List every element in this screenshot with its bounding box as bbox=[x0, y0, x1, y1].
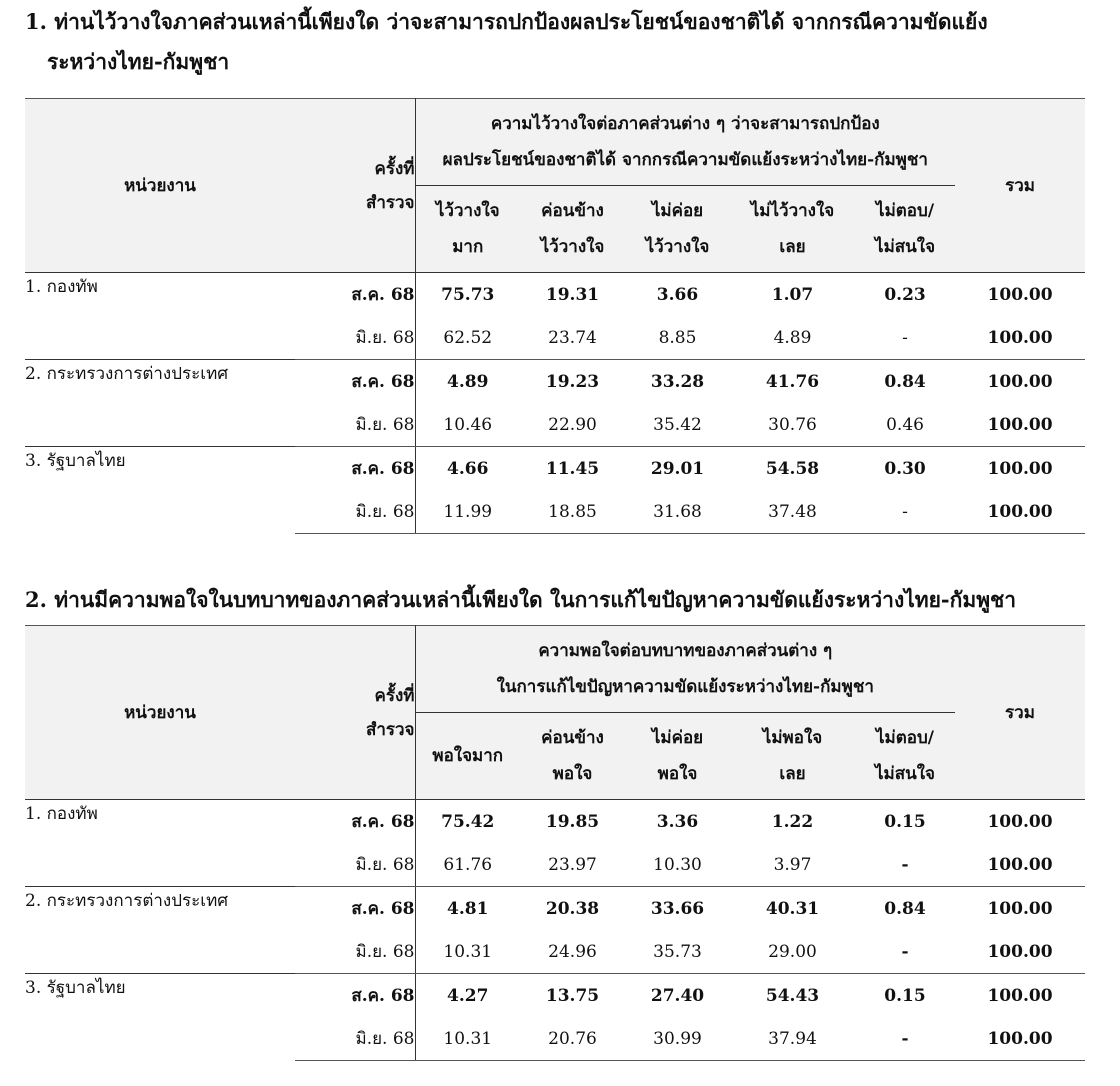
header-total: รวม bbox=[955, 99, 1085, 273]
table-row bbox=[25, 447, 1085, 491]
value-cell: 11.99 bbox=[415, 490, 520, 534]
header-col-3-line1: ไม่ค่อย bbox=[651, 201, 704, 221]
value-cell: 18.85 bbox=[520, 490, 625, 534]
agency-name: 3. รัฐบาลไทย bbox=[25, 974, 295, 1061]
header-col-5-line2: ไม่สนใจ bbox=[874, 764, 935, 784]
value-cell: 27.40 bbox=[625, 974, 730, 1018]
value-cell: 0.15 bbox=[855, 974, 955, 1018]
survey-round: ส.ค. 68 bbox=[295, 800, 415, 844]
total-cell: 100.00 bbox=[955, 273, 1085, 317]
value-cell: - bbox=[855, 930, 955, 974]
value-cell: 3.36 bbox=[625, 800, 730, 844]
survey-round: มิ.ย. 68 bbox=[295, 930, 415, 974]
total-cell: 100.00 bbox=[955, 316, 1085, 360]
total-cell: 100.00 bbox=[955, 360, 1085, 404]
question-2-title-line1: 2. ท่านมีความพอใจในบทบาทของภาคส่วนเหล่านี้เพียงใด ในการแก้ไขปัญหาความขัดแย้งระหว่างไทย-กัมพูชา bbox=[25, 587, 1017, 612]
value-cell: 23.97 bbox=[520, 843, 625, 887]
value-cell: 13.75 bbox=[520, 974, 625, 1018]
total-cell: 100.00 bbox=[955, 403, 1085, 447]
value-cell: - bbox=[855, 1017, 955, 1061]
value-cell: 29.01 bbox=[625, 447, 730, 491]
value-cell: 33.28 bbox=[625, 360, 730, 404]
value-cell: 30.99 bbox=[625, 1017, 730, 1061]
total-cell: 100.00 bbox=[955, 800, 1085, 844]
header-agency: หน่วยงาน bbox=[25, 626, 295, 800]
value-cell: 31.68 bbox=[625, 490, 730, 534]
value-cell: 11.45 bbox=[520, 447, 625, 491]
table-row bbox=[25, 360, 1085, 404]
value-cell: 24.96 bbox=[520, 930, 625, 974]
header-col-4-line1: ไม่ไว้วางใจ bbox=[750, 201, 835, 221]
value-cell: 8.85 bbox=[625, 316, 730, 360]
value-cell: 10.31 bbox=[415, 1017, 520, 1061]
question-1-title-line2: ระหว่างไทย-กัมพูชา bbox=[47, 49, 230, 74]
trust-table bbox=[25, 98, 1085, 534]
value-cell: 75.73 bbox=[415, 273, 520, 317]
value-cell: 3.97 bbox=[730, 843, 855, 887]
value-cell: - bbox=[855, 843, 955, 887]
value-cell: - bbox=[855, 490, 955, 534]
value-cell: 19.85 bbox=[520, 800, 625, 844]
header-col-4-line2: เลย bbox=[779, 237, 806, 257]
value-cell: 75.42 bbox=[415, 800, 520, 844]
survey-round: ส.ค. 68 bbox=[295, 887, 415, 931]
survey-round: มิ.ย. 68 bbox=[295, 843, 415, 887]
header-round bbox=[295, 99, 415, 273]
value-cell: 4.89 bbox=[415, 360, 520, 404]
value-cell: 62.52 bbox=[415, 316, 520, 360]
header-group-line2: ในการแก้ไขปัญหาความขัดแย้งระหว่างไทย-กัมพูชา bbox=[496, 677, 874, 697]
value-cell: 61.76 bbox=[415, 843, 520, 887]
header-col-3-line2: ไว้วางใจ bbox=[645, 237, 710, 257]
agency-name: 2. กระทรวงการต่างประเทศ bbox=[25, 360, 295, 447]
value-cell: 22.90 bbox=[520, 403, 625, 447]
value-cell: 19.23 bbox=[520, 360, 625, 404]
header-group-line2: ผลประโยชน์ของชาติได้ จากกรณีความขัดแย้งระหว่างไทย-กัมพูชา bbox=[442, 150, 928, 170]
header-group bbox=[415, 99, 955, 186]
header-col-2-line1: ค่อนข้าง bbox=[541, 201, 604, 221]
value-cell: 29.00 bbox=[730, 930, 855, 974]
header-col-4 bbox=[730, 713, 855, 800]
value-cell: 10.31 bbox=[415, 930, 520, 974]
header-col-2-line1: ค่อนข้าง bbox=[541, 728, 604, 748]
value-cell: 10.46 bbox=[415, 403, 520, 447]
value-cell: 0.46 bbox=[855, 403, 955, 447]
agency-name: 3. รัฐบาลไทย bbox=[25, 447, 295, 534]
value-cell: 0.30 bbox=[855, 447, 955, 491]
header-col-3 bbox=[625, 713, 730, 800]
value-cell: 4.66 bbox=[415, 447, 520, 491]
survey-round: มิ.ย. 68 bbox=[295, 1017, 415, 1061]
total-cell: 100.00 bbox=[955, 930, 1085, 974]
header-col-2-line2: พอใจ bbox=[552, 764, 593, 784]
value-cell: 4.89 bbox=[730, 316, 855, 360]
value-cell: 3.66 bbox=[625, 273, 730, 317]
header-col-5-line2: ไม่สนใจ bbox=[875, 237, 936, 257]
header-group bbox=[415, 626, 955, 713]
survey-round: ส.ค. 68 bbox=[295, 447, 415, 491]
question-1-title-line1: 1. ท่านไว้วางใจภาคส่วนเหล่านี้เพียงใด ว่าจะสามารถปกป้องผลประโยชน์ของชาติได้ จากกรณีความขัดแย้ง bbox=[25, 9, 988, 34]
value-cell: 1.07 bbox=[730, 273, 855, 317]
value-cell: 37.94 bbox=[730, 1017, 855, 1061]
header-col-1-line1: ไว้วางใจ bbox=[435, 201, 500, 221]
header-col-2-line2: ไว้วางใจ bbox=[540, 237, 605, 257]
value-cell: 20.38 bbox=[520, 887, 625, 931]
table-row bbox=[25, 974, 1085, 1018]
header-col-4-line2: เลย bbox=[779, 764, 806, 784]
header-col-3 bbox=[625, 186, 730, 273]
survey-round: มิ.ย. 68 bbox=[295, 316, 415, 360]
value-cell: 4.81 bbox=[415, 887, 520, 931]
value-cell: 19.31 bbox=[520, 273, 625, 317]
survey-round: ส.ค. 68 bbox=[295, 273, 415, 317]
header-round-line1: ครั้งที่ bbox=[374, 158, 415, 179]
value-cell: 0.84 bbox=[855, 360, 955, 404]
header-col-1 bbox=[415, 713, 520, 800]
header-col-2 bbox=[520, 186, 625, 273]
header-col-1 bbox=[415, 186, 520, 273]
value-cell: 33.66 bbox=[625, 887, 730, 931]
header-agency: หน่วยงาน bbox=[25, 99, 295, 273]
header-total: รวม bbox=[955, 626, 1085, 800]
header-col-5 bbox=[855, 186, 955, 273]
total-cell: 100.00 bbox=[955, 887, 1085, 931]
table-row bbox=[25, 887, 1085, 931]
total-cell: 100.00 bbox=[955, 843, 1085, 887]
value-cell: 41.76 bbox=[730, 360, 855, 404]
value-cell: 1.22 bbox=[730, 800, 855, 844]
satisfaction-table bbox=[25, 625, 1085, 1061]
value-cell: 54.58 bbox=[730, 447, 855, 491]
survey-round: มิ.ย. 68 bbox=[295, 403, 415, 447]
header-col-1-line2: มาก bbox=[452, 237, 484, 257]
value-cell: 23.74 bbox=[520, 316, 625, 360]
question-1-title bbox=[25, 2, 1105, 82]
total-cell: 100.00 bbox=[955, 1017, 1085, 1061]
survey-round: ส.ค. 68 bbox=[295, 360, 415, 404]
value-cell: 0.15 bbox=[855, 800, 955, 844]
header-col-1-line1: พอใจมาก bbox=[432, 746, 504, 766]
value-cell: 0.84 bbox=[855, 887, 955, 931]
value-cell: 35.42 bbox=[625, 403, 730, 447]
total-cell: 100.00 bbox=[955, 974, 1085, 1018]
header-col-3-line2: พอใจ bbox=[657, 764, 698, 784]
value-cell: 0.23 bbox=[855, 273, 955, 317]
question-2-title bbox=[25, 580, 1105, 620]
header-col-4 bbox=[730, 186, 855, 273]
value-cell: 4.27 bbox=[415, 974, 520, 1018]
header-group-line1: ความพอใจต่อบทบาทของภาคส่วนต่าง ๆ bbox=[538, 641, 833, 661]
header-round-line2: สำรวจ bbox=[365, 719, 415, 740]
header-col-3-line1: ไม่ค่อย bbox=[651, 728, 704, 748]
agency-name: 1. กองทัพ bbox=[25, 273, 295, 360]
header-col-2 bbox=[520, 713, 625, 800]
value-cell: 54.43 bbox=[730, 974, 855, 1018]
header-group-line1: ความไว้วางใจต่อภาคส่วนต่าง ๆ ว่าจะสามารถปกป้อง bbox=[490, 114, 880, 134]
table-row bbox=[25, 273, 1085, 317]
survey-round: ส.ค. 68 bbox=[295, 974, 415, 1018]
value-cell: 37.48 bbox=[730, 490, 855, 534]
value-cell: 40.31 bbox=[730, 887, 855, 931]
header-round-line2: สำรวจ bbox=[365, 192, 415, 213]
header-col-4-line1: ไม่พอใจ bbox=[762, 728, 823, 748]
agency-name: 1. กองทัพ bbox=[25, 800, 295, 887]
agency-name: 2. กระทรวงการต่างประเทศ bbox=[25, 887, 295, 974]
header-col-5-line1: ไม่ตอบ/ bbox=[875, 728, 934, 748]
total-cell: 100.00 bbox=[955, 490, 1085, 534]
header-col-5 bbox=[855, 713, 955, 800]
value-cell: 10.30 bbox=[625, 843, 730, 887]
total-cell: 100.00 bbox=[955, 447, 1085, 491]
value-cell: 35.73 bbox=[625, 930, 730, 974]
table-row bbox=[25, 800, 1085, 844]
value-cell: 30.76 bbox=[730, 403, 855, 447]
value-cell: 20.76 bbox=[520, 1017, 625, 1061]
survey-round: มิ.ย. 68 bbox=[295, 490, 415, 534]
header-round bbox=[295, 626, 415, 800]
header-round-line1: ครั้งที่ bbox=[374, 685, 415, 706]
value-cell: - bbox=[855, 316, 955, 360]
header-col-5-line1: ไม่ตอบ/ bbox=[876, 201, 935, 221]
